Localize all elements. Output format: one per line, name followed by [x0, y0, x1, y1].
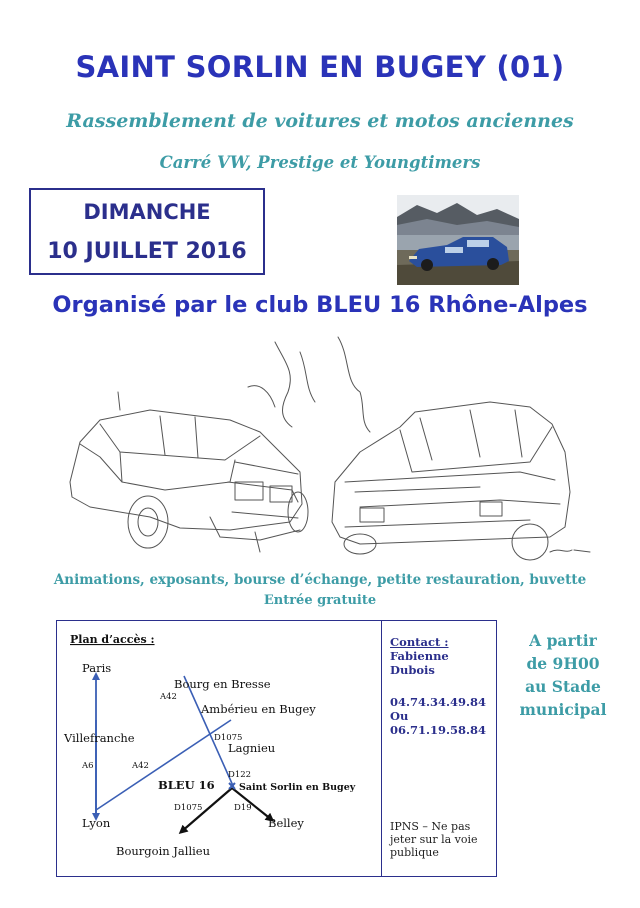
d1075-road: [184, 676, 234, 788]
road-label-d19: D19: [234, 803, 252, 813]
road-label-d1075-bottom: D1075: [174, 803, 203, 813]
road-label-a42-top: A42: [160, 692, 177, 702]
venue-line-3: au Stade: [525, 677, 601, 696]
ipns-line-3: publique: [390, 846, 439, 859]
entry-line: Entrée gratuite: [263, 593, 377, 608]
road-label-a6: A6: [82, 761, 94, 771]
label-belley: Belley: [268, 816, 304, 830]
cars-drawing: [60, 332, 595, 567]
contact-last-name: Dubois: [390, 663, 435, 677]
contact-or: Ou: [390, 709, 409, 723]
road-label-d1075-top: D1075: [214, 733, 243, 743]
event-title: SAINT SORLIN EN BUGEY (01): [75, 50, 565, 84]
activities-line: Animations, exposants, bourse d’échange, petite restauration, buvette: [53, 572, 587, 588]
label-lyon: Lyon: [82, 816, 111, 830]
label-bourg: Bourg en Bresse: [174, 677, 271, 691]
car-photo: [397, 195, 519, 285]
ipns-line-2: jeter sur la voie: [390, 833, 478, 846]
event-day: DIMANCHE: [83, 200, 211, 224]
label-villefranche: Villefranche: [64, 731, 135, 745]
access-map: [56, 620, 381, 877]
contact-phone-1[interactable]: 04.74.34.49.84: [390, 695, 487, 709]
label-saint-sorlin: Saint Sorlin en Bugey: [239, 782, 356, 793]
event-subtitle: Rassemblement de voitures et motos anciennes: [66, 110, 574, 132]
label-bleu16: BLEU 16: [158, 778, 215, 792]
venue-line-4: municipal: [519, 700, 607, 719]
contact-label: Contact :: [390, 635, 449, 649]
date-box: [29, 188, 265, 275]
road-label-a42-mid: A42: [132, 761, 149, 771]
label-paris: Paris: [82, 661, 112, 675]
event-date: 10 JUILLET 2016: [47, 239, 247, 264]
organizer-line: Organisé par le club BLEU 16 Rhône-Alpes: [52, 292, 588, 318]
ipns-notice: [390, 820, 485, 859]
ipns-line-1: IPNS – Ne pas: [390, 820, 471, 833]
venue-block: [503, 629, 623, 721]
event-subtitle-secondary: Carré VW, Prestige et Youngtimers: [159, 153, 481, 172]
venue-line-1: A partir: [529, 631, 597, 650]
venue-line-2: de 9H00: [526, 654, 600, 673]
info-box-divider: [381, 620, 382, 877]
label-lagnieu: Lagnieu: [228, 741, 276, 755]
contact-first-name: Fabienne: [390, 649, 449, 663]
map-title: Plan d’accès :: [70, 633, 155, 646]
label-bourgoin: Bourgoin Jallieu: [116, 844, 211, 858]
contact-block: [390, 635, 495, 677]
contact-phone-2[interactable]: 06.71.19.58.84: [390, 723, 487, 737]
road-label-d122: D122: [228, 770, 252, 780]
label-amberieu: Ambérieu en Bugey: [201, 702, 316, 716]
